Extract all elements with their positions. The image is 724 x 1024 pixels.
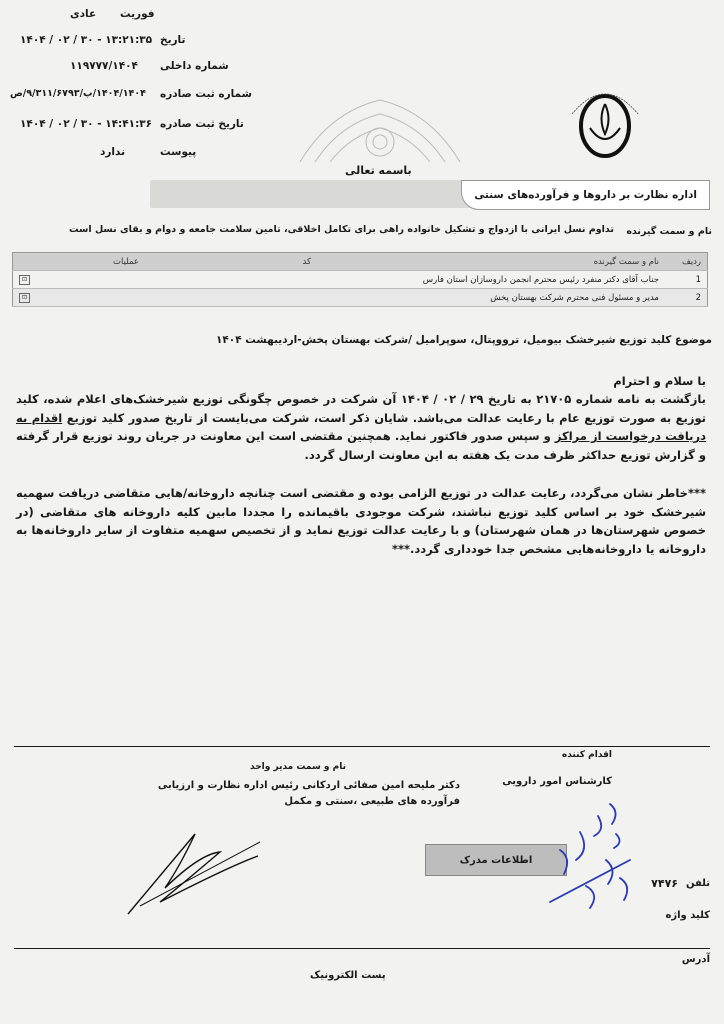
table-row (13, 271, 708, 289)
urgency-label: فوریت (120, 8, 155, 20)
recipient-name: جناب آقای دکتر منفرد رئیس محترم انجمن داروسازان استان فارس (317, 271, 665, 289)
footer-divider (14, 746, 710, 747)
paragraph-1-part-a: بازگشت به نامه شماره ۲۱۷۰۵ به تاریخ ۲۹ / ۰۲ / ۱۴۰۴ آن شرکت در خصوص چگونگی توزیع شیرخشک‌های اعلام شده، کلید توزیع به صورت توزیع عام با رعایت عدالت می‌باشد. شایان ذکر است، شرکت می‌بایست از تاریخ صدور کلید توزیع (16, 392, 707, 425)
table-row (13, 289, 708, 307)
recipient-code (145, 289, 317, 307)
internal-no-label: شماره داخلی (160, 60, 229, 72)
attachment-label: پیوست (160, 146, 197, 158)
footer-divider (14, 948, 710, 949)
row-action-button[interactable]: ⊡ (19, 275, 30, 285)
date-label: تاریخ (160, 34, 186, 46)
greeting: با سلام و احترام (613, 374, 706, 388)
handwritten-note-icon (520, 790, 650, 920)
row-no: 2 (665, 289, 708, 307)
row-action-button[interactable]: ⊡ (19, 293, 30, 303)
document-info-button[interactable]: اطلاعات مدرک (425, 844, 567, 876)
col-actions: عملیات (13, 253, 146, 271)
university-seal-icon (560, 74, 650, 174)
subject-line: موضوع کلید توزیع شیرخشک بیومیل، ترووپتال، سوپرامیل /شرکت بهستان پخش-اردیبهشت ۱۴۰۴ (215, 334, 712, 346)
recipients-section-label: نام و سمت گیرنده (626, 226, 712, 237)
recipients-table (12, 252, 708, 307)
phone-label: تلفن (685, 878, 710, 889)
paragraph-1-part-b: و سپس صدور فاکتور نماید. همچنین مقتضی است این معاونت در جریان روند توزیع قرار گرفته و گزارش توزیع حداکثر ظرف مدت یک هفته به این معاونت ارسال گردد. (16, 429, 706, 462)
issue-no-label: شماره ثبت صادره (160, 88, 252, 100)
col-code: کد (145, 253, 317, 271)
keyword-label: کلید واژه (665, 910, 710, 921)
urgency-value: عادی (70, 8, 97, 20)
col-recipient: نام و سمت گیرنده (317, 253, 665, 271)
phone-value: ۷۴۷۶ (651, 877, 678, 890)
issue-date-label: تاریخ ثبت صادره (160, 118, 244, 130)
recipient-name: مدیر و مسئول فنی محترم شرکت بهستان پخش (317, 289, 665, 307)
paragraph-1-underlined: اقدام به دریافت درخواست از مراکز (16, 410, 706, 443)
ornament-icon (290, 92, 470, 164)
date-value: ۱۴۰۴ / ۰۲ / ۳۰ - ۱۳:۲۱:۳۵ (20, 34, 153, 46)
actor-value: کارشناس امور دارویی (502, 776, 612, 787)
recipient-code (145, 271, 317, 289)
issue-date-value: ۱۴۰۴ / ۰۲ / ۳۰ - ۱۴:۴۱:۳۶ (20, 118, 153, 130)
bismillah: باسمه تعالی (345, 164, 412, 177)
signer-label: نام و سمت مدیر واحد (250, 762, 347, 772)
internal-no-value: ۱۱۹۷۷۷/۱۴۰۴ (70, 60, 138, 72)
letter-paragraph-2: ***خاطر نشان می‌گردد، رعایت عدالت در توزیع الزامی بوده و مقتضی است چنانچه داروخانه/هایی متقاضی دریافت سهمیه شیرخشک خود بر اساس کلید توزیع نباشند، شرکت موجودی باقیمانده را مجددا مابین کلیه داروخانه های متقاضی (در خصوص شهرستان‌ها در همان شهرستان) و با رعایت عدالت توزیع نماید و از تخصیص سهمیه متفاوت از سایر داروخانه‌ها به داروخانه یا داروخانه‌هایی مشخص جدا خودداری گردد.*** (16, 486, 706, 556)
department-title: اداره نظارت بر داروها و فرآورده‌های سنتی (461, 180, 710, 210)
signature-icon (120, 826, 270, 922)
issue-no-value: ۱۴۰۴/۱۴۰۴/پ/۹/۳۱۱/۶۷۹۳/ص (10, 88, 146, 99)
signer-name: دکتر ملیحه امین صفائی اردکانی رئیس اداره نظارت و ارزیابی فرآورده های طبیعی ،سنتی و مکمل (157, 780, 460, 807)
attachment-value: ندارد (100, 146, 126, 158)
letter-paragraph-1 (16, 390, 706, 464)
email-label: پست الکترونیک (310, 970, 386, 981)
row-no: 1 (665, 271, 708, 289)
actor-label: اقدام کننده (561, 750, 612, 760)
col-row-no: ردیف (665, 253, 708, 271)
address-label: آدرس (681, 954, 710, 965)
slogan: تداوم نسل ایرانی با ازدواج و تشکیل خانواده راهی برای تکامل اخلاقی، تامین سلامت جامعه و دوام و بقای نسل است (68, 224, 614, 235)
